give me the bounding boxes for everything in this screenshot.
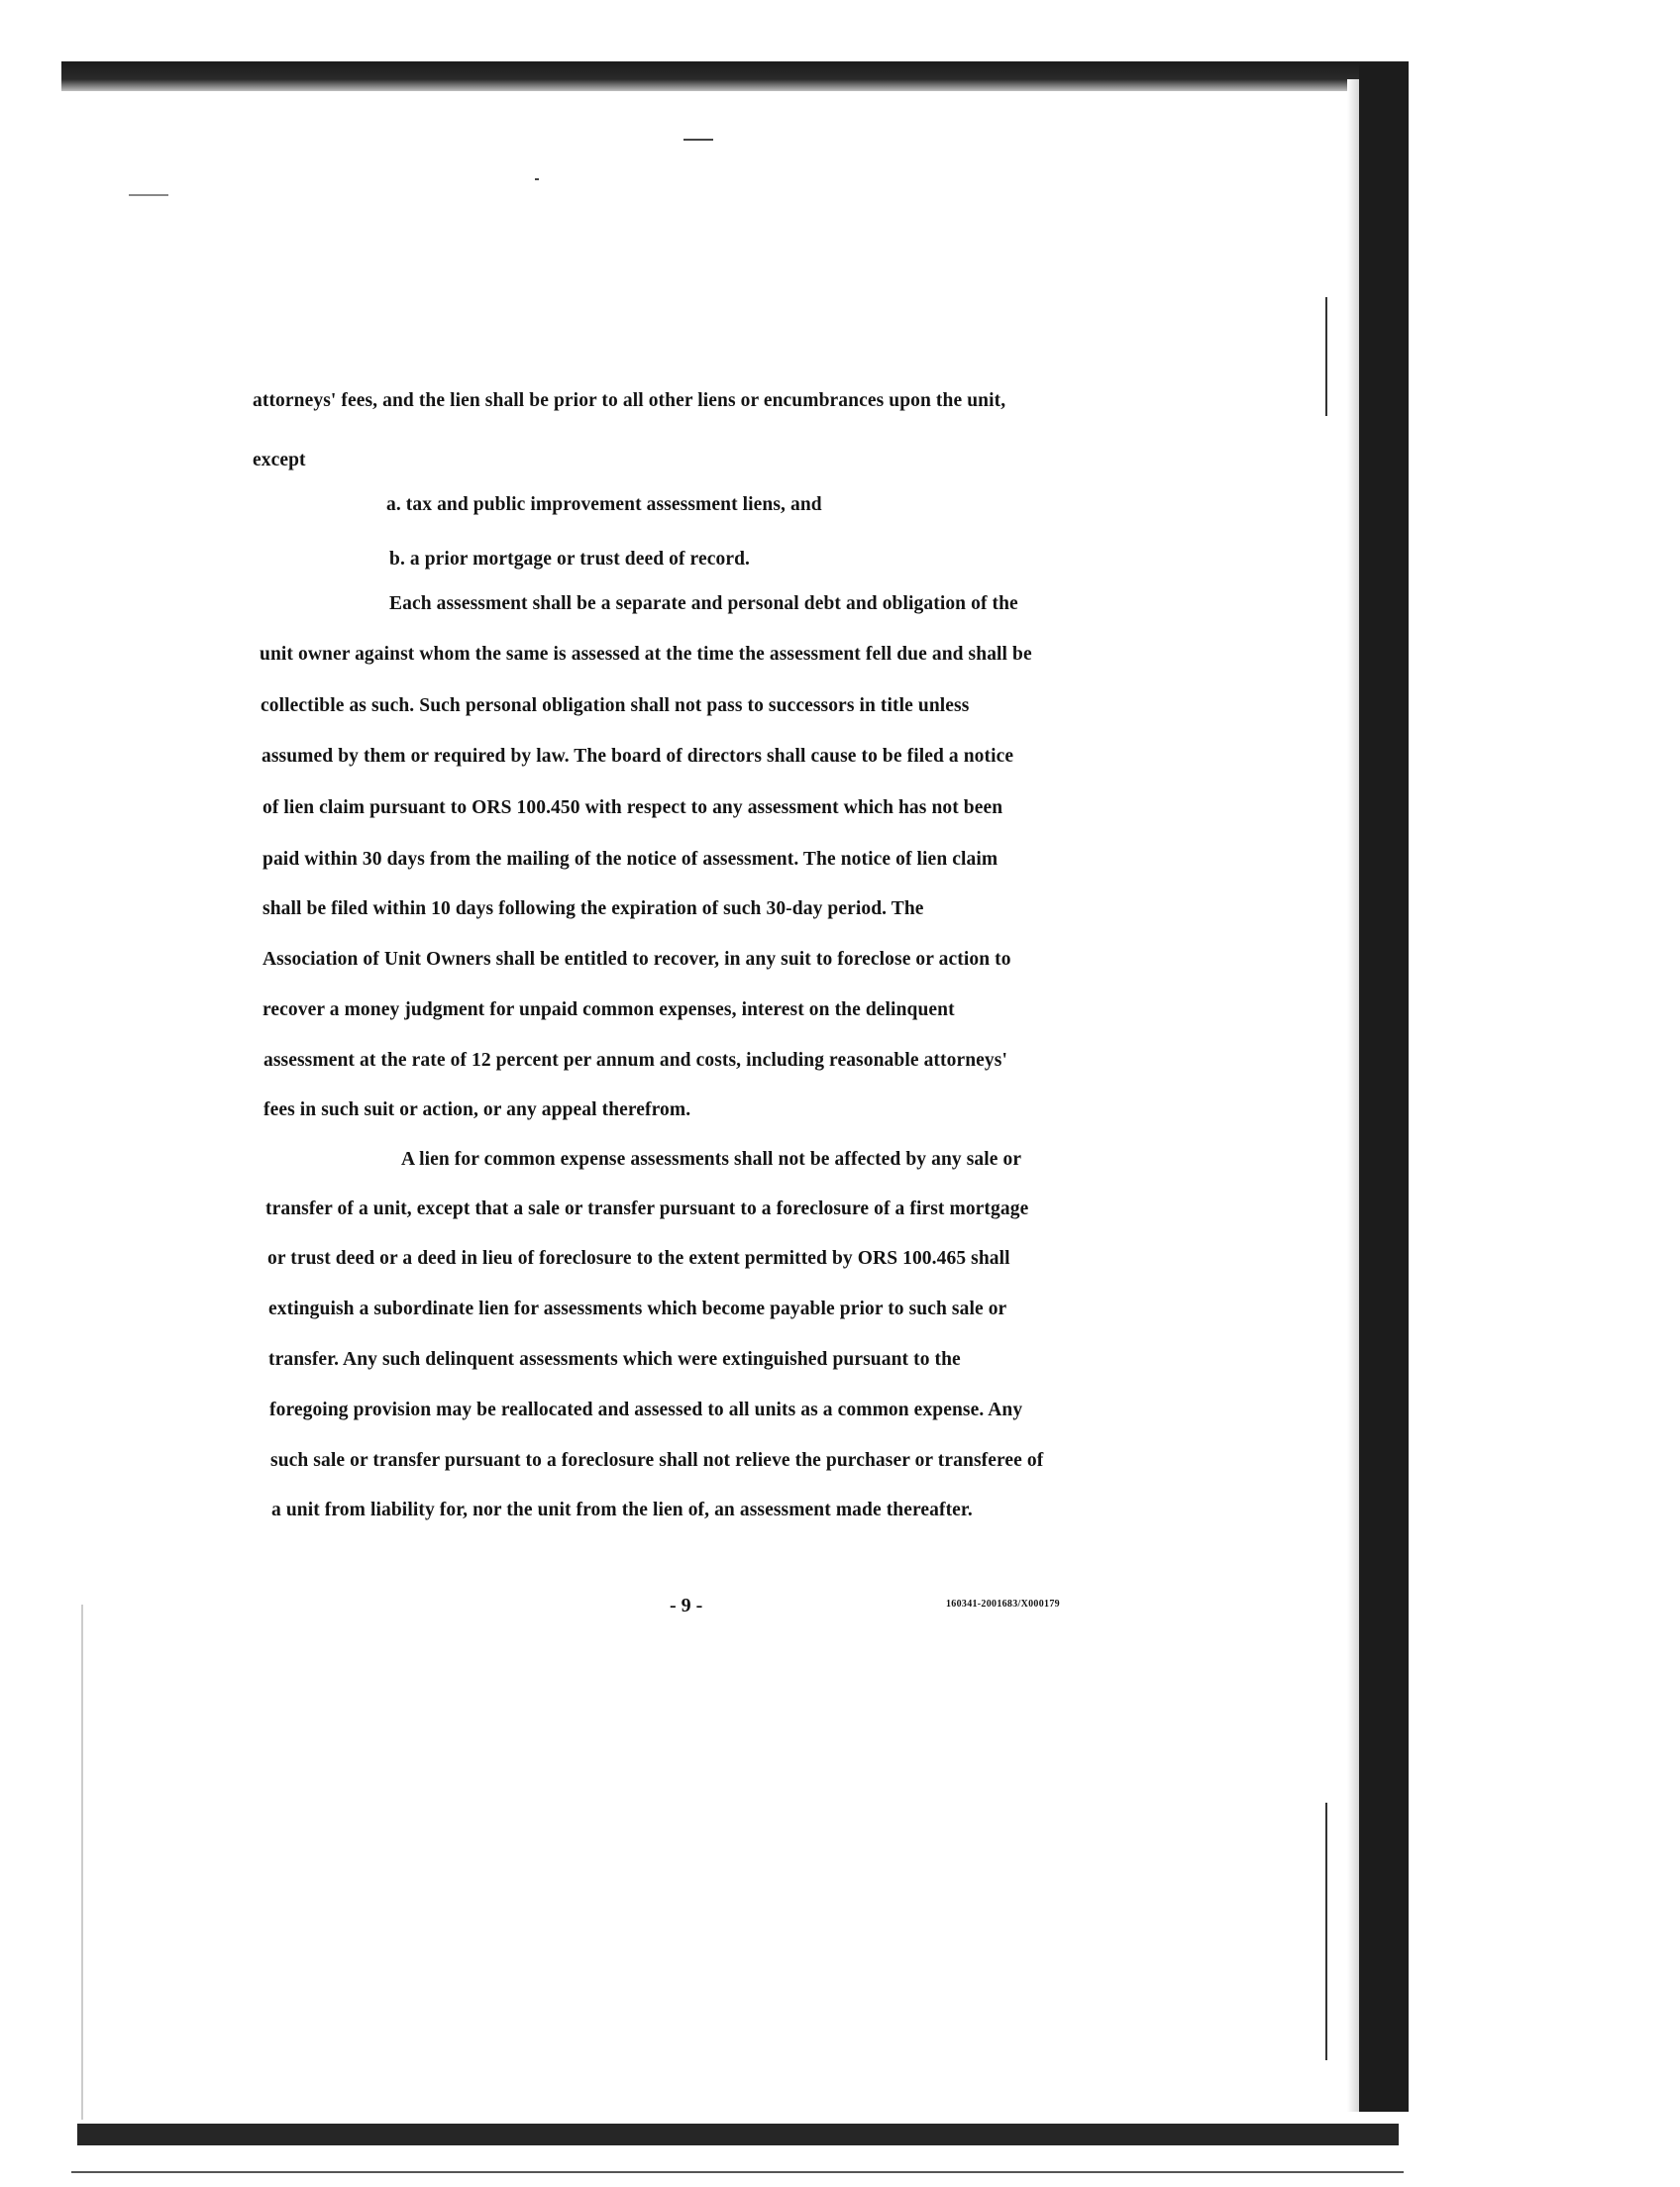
body-line: attorneys' fees, and the lien shall be prior to all other liens or encumbrances upon the unit, (253, 390, 1006, 411)
body-line: a unit from liability for, nor the unit from the lien of, an assessment made thereafter. (271, 1500, 973, 1520)
body-line: Association of Unit Owners shall be entitled to recover, in any suit to foreclose or action to (262, 949, 1011, 970)
body-line: assessment at the rate of 12 percent per annum and costs, including reasonable attorneys' (263, 1050, 1007, 1071)
body-line: or trust deed or a deed in lieu of foreclosure to the extent permitted by ORS 100.465 shall (267, 1248, 1010, 1269)
document-code: 160341-2001683/X000179 (946, 1599, 1060, 1610)
scan-bottom-border (77, 2124, 1399, 2145)
page-number: - 9 - (670, 1595, 703, 1616)
body-line: collectible as such. Such personal obligation shall not pass to successors in title unless (261, 695, 970, 716)
body-line: unit owner against whom the same is assessed at the time the assessment fell due and shall be (260, 644, 1032, 665)
body-line: such sale or transfer pursuant to a foreclosure shall not relieve the purchaser or transferee of (270, 1450, 1044, 1471)
paragraph-start: Each assessment shall be a separate and personal debt and obligation of the (389, 593, 1018, 614)
body-line: foregoing provision may be reallocated and assessed to all units as a common expense. Any (269, 1400, 1023, 1420)
list-item-b: b. a prior mortgage or trust deed of record. (389, 549, 750, 570)
paragraph-start: A lien for common expense assessments shall not be affected by any sale or (401, 1149, 1022, 1170)
scan-left-edge (81, 1605, 83, 2120)
scan-top-border (61, 61, 1379, 91)
body-line: of lien claim pursuant to ORS 100.450 with respect to any assessment which has not been (262, 797, 1003, 818)
body-line: assumed by them or required by law. The board of directors shall cause to be filed a notice (262, 746, 1014, 767)
body-line: shall be filed within 10 days following the expiration of such 30-day period. The (262, 898, 924, 919)
scan-speck (129, 194, 168, 196)
list-item-a: a. tax and public improvement assessment liens, and (386, 494, 822, 515)
scan-speck (535, 178, 539, 180)
body-line: transfer of a unit, except that a sale or transfer pursuant to a foreclosure of a first mortgage (265, 1198, 1029, 1219)
scan-margin-mark (1325, 1803, 1327, 2060)
body-line: fees in such suit or action, or any appeal therefrom. (263, 1099, 691, 1120)
scan-speck (683, 139, 713, 141)
body-line: paid within 30 days from the mailing of the notice of assessment. The notice of lien claim (262, 849, 998, 870)
body-line: transfer. Any such delinquent assessments which were extinguished pursuant to the (268, 1349, 961, 1370)
body-line: except (253, 450, 306, 470)
scan-right-border (1359, 61, 1409, 2112)
body-line: extinguish a subordinate lien for assessments which become payable prior to such sale or (268, 1299, 1007, 1319)
scan-margin-mark (1325, 297, 1327, 416)
scan-bottom-rule (71, 2171, 1404, 2173)
body-line: recover a money judgment for unpaid common expenses, interest on the delinquent (262, 999, 955, 1020)
